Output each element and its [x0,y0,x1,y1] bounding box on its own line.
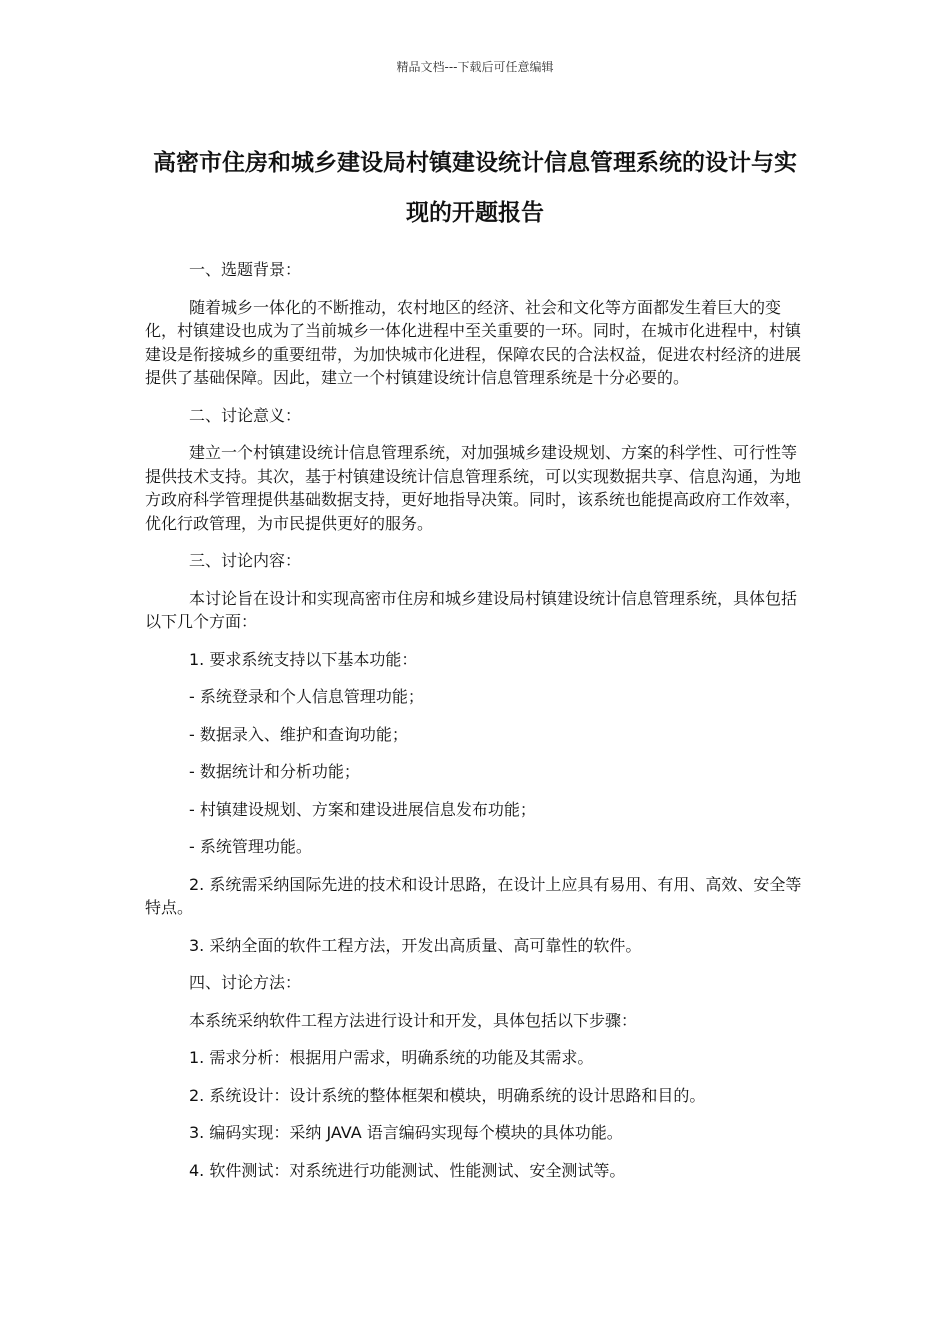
list-item: 2. 系统需采纳国际先进的技术和设计思路，在设计上应具有易用、有用、高效、安全等特点。 [145,874,802,917]
list-item: - 系统登录和个人信息管理功能； [189,687,424,706]
page-watermark: 精品文档---下载后可任意编辑 [396,60,554,74]
document-title: 高密市住房和城乡建设局村镇建设统计信息管理系统的设计与实现的开题报告 [153,150,797,226]
list-item: 3. 采纳全面的软件工程方法，开发出高质量、高可靠性的软件。 [189,935,642,955]
list-item: 1. 需求分析：根据用户需求，明确系统的功能及其需求。 [189,1048,594,1067]
paragraph-significance: 建立一个村镇建设统计信息管理系统，对加强城乡建设规划、方案的科学性、可行性等提供技术支持。其次，基于村镇建设统计信息管理系统，可以实现数据共享、信息沟通，为地方政府科学管理提供基础数据支持，更好地指导决策。同时，该系统也能提高政府工作效率，优化行政管理，为市民提供更好的服务。 [145,443,802,533]
section-heading-content: 三、讨论内容： [189,551,302,570]
paragraph-background: 随着城乡一体化的不断推动，农村地区的经济、社会和文化等方面都发生着巨大的变化，村镇建设也成为了当前城乡一体化进程中至关重要的一环。同时，在城市化进程中，村镇建设是衔接城乡的重要纽带，为加快城市化进程，保障农民的合法权益，促进农村经济的进展提供了基础保障。因此，建立一个村镇建设统计信息管理系统是十分必要的。 [145,297,802,387]
paragraph-method-intro: 本系统采纳软件工程方法进行设计和开发，具体包括以下步骤： [189,1010,638,1030]
section-heading-significance: 二、讨论意义： [189,405,302,425]
section-heading-background: 一、选题背景： [189,260,302,279]
list-item: 2. 系统设计：设计系统的整体框架和模块，明确系统的设计思路和目的。 [189,1085,706,1105]
document-body [145,258,805,1196]
list-item: - 数据录入、维护和查询功能； [189,724,408,744]
list-item: - 数据统计和分析功能； [189,762,360,781]
paragraph-content-intro: 本讨论旨在设计和实现高密市住房和城乡建设局村镇建设统计信息管理系统，具体包括以下几个方面： [145,588,798,631]
list-item: - 系统管理功能。 [189,837,312,856]
list-item: 3. 编码实现：采纳 JAVA 语言编码实现每个模块的具体功能。 [189,1123,623,1142]
list-item: 4. 软件测试：对系统进行功能测试、性能测试、安全测试等。 [189,1160,626,1180]
list-item: - 村镇建设规划、方案和建设进展信息发布功能； [189,799,536,819]
list-item: 1. 要求系统支持以下基本功能： [189,649,418,669]
section-heading-method: 四、讨论方法： [189,973,302,992]
